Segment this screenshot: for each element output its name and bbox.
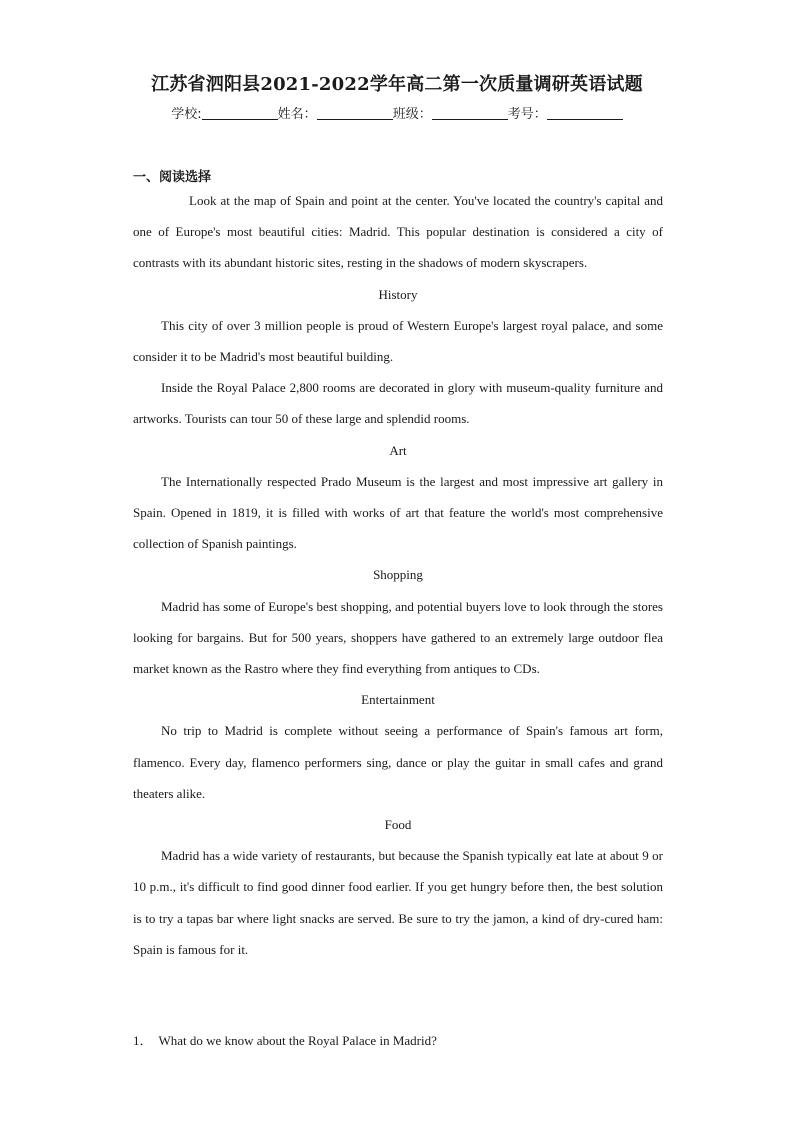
subheading-food: Food — [384, 817, 412, 833]
number-label: 考号： — [507, 107, 547, 122]
subheading-entertainment: Entertainment — [361, 692, 435, 708]
history-paragraph-1: This city of over 3 million people is proud of Western Europe's largest royal palace, and some consider it to be Madrid's most beautiful building. — [133, 317, 663, 365]
section-heading: 一、阅读选择 — [133, 170, 212, 185]
intro-paragraph: Look at the map of Spain and point at the center. You've located the country's capital and one of Europe's most beautiful cities: Madrid. This popular destination is considered a city of contrasts with its abundant historic sites, resting in the shadows of modern skyscrapers. — [133, 193, 663, 271]
entertainment-paragraph: No trip to Madrid is complete without seeing a performance of Spain's famous art form, flamenco. Every day, flamenco performers sing, dance or play the guitar in small cafes and grand theaters alike. — [133, 723, 663, 801]
school-label: 学校: — [171, 107, 202, 122]
question-item — [133, 1030, 437, 1049]
subheading-history: History — [378, 286, 418, 302]
school-blank[interactable] — [202, 106, 278, 120]
number-blank[interactable] — [547, 106, 623, 120]
food-paragraph: Madrid has a wide variety of restaurants, but because the Spanish typically eat late at about 9 or 10 p.m., it's difficult to find good dinner food earlier. If you get hungry before then, the best solution is to try a tapas bar where light snacks are served. Be sure to try the jamon, a kind of dry-cured ham: Spain is famous for it. — [133, 848, 663, 957]
reading-passage — [133, 185, 663, 965]
name-label: 姓名： — [277, 107, 317, 122]
history-paragraph-2: Inside the Royal Palace 2,800 rooms are decorated in glory with museum-quality furniture and artworks. Tourists can tour 50 of these large and splendid rooms. — [133, 380, 663, 427]
class-blank[interactable] — [432, 106, 508, 120]
shopping-paragraph: Madrid has some of Europe's best shopping, and potential buyers love to look through the stores looking for bargains. But for 500 years, shoppers have gathered to an extremely large outdoor flea market known as the Rastro where they find everything from antiques to CDs. — [133, 598, 663, 677]
class-label: 班级： — [392, 107, 432, 122]
student-info-line — [0, 103, 794, 122]
exam-title: 江苏省泗阳县2021-2022学年高二第一次质量调研英语试题 — [151, 74, 643, 95]
question-text: What do we know about the Royal Palace in Madrid? — [158, 1033, 437, 1048]
subheading-art: Art — [389, 442, 407, 458]
subheading-shopping: Shopping — [373, 567, 423, 583]
art-paragraph: The Internationally respected Prado Museum is the largest and most impressive art gallery in Spain. Opened in 1819, it is filled with works of art that feature the world's most comprehensive collection of Spanish paintings. — [133, 473, 663, 552]
name-blank[interactable] — [317, 106, 393, 120]
question-number: 1． — [133, 1033, 153, 1048]
